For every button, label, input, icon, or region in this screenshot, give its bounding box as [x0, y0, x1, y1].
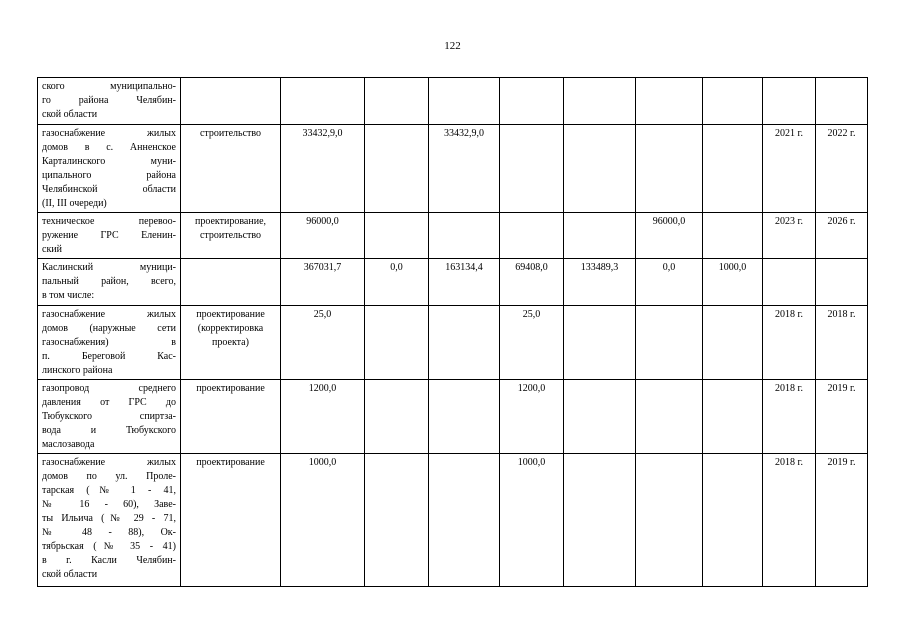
amount-cell-c2 [429, 213, 500, 259]
object-name-line: маслозавода [42, 439, 95, 450]
amount-cell-c3: 1200,0 [500, 380, 564, 454]
amount-cell-c2: 163134,4 [429, 259, 500, 306]
amount-cell-c3 [500, 125, 564, 213]
object-name-line: газоснабжение жилых [42, 128, 176, 139]
work-type-line: строительство [199, 128, 262, 139]
page-number: 122 [444, 40, 461, 52]
work-type-line: проектирование [196, 309, 265, 320]
end-year-cell: 2019 г. [816, 454, 868, 587]
amount-cell-c5 [636, 454, 703, 587]
amount-cell-total: 1000,0 [281, 454, 365, 587]
work-type-cell [181, 125, 281, 213]
object-name-cell [38, 259, 181, 306]
amount-cell-c3: 25,0 [500, 306, 564, 380]
table-row [38, 259, 868, 306]
end-year-cell [816, 78, 868, 125]
object-name-line: ской области [42, 109, 98, 120]
end-year-cell: 2019 г. [816, 380, 868, 454]
amount-cell-c2 [429, 380, 500, 454]
object-name-cell [38, 213, 181, 259]
object-name-line: домов в с. Анненское [42, 142, 176, 153]
amount-cell-c1 [365, 78, 429, 125]
object-name-line: линского района [42, 365, 113, 376]
amount-cell-c6 [703, 213, 763, 259]
amount-cell-c2: 33432,9,0 [429, 125, 500, 213]
object-name-line: ского муниципально- [42, 81, 176, 92]
amount-cell-c1 [365, 306, 429, 380]
table-row [38, 454, 868, 587]
work-type-cell [181, 454, 281, 587]
amount-cell-c6 [703, 306, 763, 380]
amount-cell-c5 [636, 306, 703, 380]
amount-cell-total: 33432,9,0 [281, 125, 365, 213]
object-name-line: тябрьская (№ 35 - 41) [42, 541, 176, 552]
table-row [38, 306, 868, 380]
object-name-line: п. Береговой Кас- [42, 351, 176, 362]
object-name-line: Тюбукского спиртза- [42, 411, 176, 422]
object-name-line: ский [42, 244, 62, 255]
amount-cell-c6 [703, 380, 763, 454]
object-name-line: тарская (№ 1 - 41, [42, 485, 176, 496]
object-name-cell [38, 380, 181, 454]
amount-cell-c6 [703, 454, 763, 587]
object-name-cell [38, 125, 181, 213]
start-year-cell: 2021 г. [763, 125, 816, 213]
table-row [38, 213, 868, 259]
amount-cell-c3 [500, 213, 564, 259]
work-type-cell [181, 380, 281, 454]
start-year-cell: 2023 г. [763, 213, 816, 259]
amount-cell-total: 367031,7 [281, 259, 365, 306]
end-year-cell: 2022 г. [816, 125, 868, 213]
amount-cell-c6 [703, 78, 763, 125]
object-name-line: Карталинского муни- [42, 156, 176, 167]
work-type-line: (корректировка [197, 323, 264, 334]
amount-cell-c3 [500, 78, 564, 125]
work-type-line: проекта) [212, 337, 249, 348]
amount-cell-c5 [636, 125, 703, 213]
work-type-line: строительство [199, 230, 262, 241]
work-type-cell [181, 78, 281, 125]
object-name-line: техническое перевоо- [42, 216, 176, 227]
work-type-cell [181, 213, 281, 259]
amount-cell-total: 1200,0 [281, 380, 365, 454]
object-name-line: газоснабжение жилых [42, 457, 176, 468]
object-name-line: № 16 - 60), Заве- [42, 499, 176, 510]
amount-cell-c4: 133489,3 [564, 259, 636, 306]
amount-cell-c4 [564, 454, 636, 587]
amount-cell-c4 [564, 306, 636, 380]
object-name-line: № 48 - 88), Ок- [42, 527, 176, 538]
amount-cell-c4 [564, 125, 636, 213]
work-type-line: проектирование [196, 457, 265, 468]
amount-cell-c6 [703, 125, 763, 213]
object-name-line: в г. Касли Челябин- [42, 555, 176, 566]
object-name-cell [38, 78, 181, 125]
amount-cell-c3: 69408,0 [500, 259, 564, 306]
amount-cell-total: 25,0 [281, 306, 365, 380]
amount-cell-total: 96000,0 [281, 213, 365, 259]
object-name-line: домов (наружные сети [42, 323, 176, 334]
object-name-line: ской области [42, 569, 98, 580]
object-name-line: го района Челябин- [42, 95, 176, 106]
gas-supply-table [37, 77, 868, 587]
work-type-line: проектирование [196, 383, 265, 394]
work-type-cell [181, 306, 281, 380]
start-year-cell [763, 78, 816, 125]
amount-cell-c2 [429, 306, 500, 380]
start-year-cell: 2018 г. [763, 306, 816, 380]
amount-cell-c1 [365, 454, 429, 587]
object-name-line: вода и Тюбукского [42, 425, 176, 436]
object-name-line: давления от ГРС до [42, 397, 176, 408]
table-row [38, 380, 868, 454]
start-year-cell: 2018 г. [763, 380, 816, 454]
object-name-cell [38, 306, 181, 380]
start-year-cell: 2018 г. [763, 454, 816, 587]
table-row [38, 125, 868, 213]
end-year-cell: 2018 г. [816, 306, 868, 380]
amount-cell-total [281, 78, 365, 125]
amount-cell-c5: 96000,0 [636, 213, 703, 259]
object-name-line: ты Ильича (№ 29 - 71, [42, 513, 176, 524]
amount-cell-c1 [365, 380, 429, 454]
amount-cell-c4 [564, 213, 636, 259]
amount-cell-c5: 0,0 [636, 259, 703, 306]
amount-cell-c1 [365, 125, 429, 213]
object-name-cell [38, 454, 181, 587]
object-name-line: ружение ГРС Еленин- [42, 230, 176, 241]
work-type-cell [181, 259, 281, 306]
amount-cell-c6: 1000,0 [703, 259, 763, 306]
object-name-line: домов по ул. Проле- [42, 471, 176, 482]
amount-cell-c2 [429, 78, 500, 125]
amount-cell-c2 [429, 454, 500, 587]
object-name-line: Челябинской области [42, 184, 176, 195]
amount-cell-c4 [564, 78, 636, 125]
amount-cell-c3: 1000,0 [500, 454, 564, 587]
object-name-line: (II, III очереди) [42, 198, 107, 209]
end-year-cell [816, 259, 868, 306]
work-type-line: проектирование, [194, 216, 267, 227]
object-name-line: газопровод среднего [42, 383, 176, 394]
amount-cell-c4 [564, 380, 636, 454]
table-row [38, 78, 868, 125]
object-name-line: газоснабжение жилых [42, 309, 176, 320]
amount-cell-c1: 0,0 [365, 259, 429, 306]
amount-cell-c5 [636, 380, 703, 454]
object-name-line: пальный район, всего, [42, 276, 176, 287]
amount-cell-c1 [365, 213, 429, 259]
object-name-line: газоснабжения) в [42, 337, 176, 348]
end-year-cell: 2026 г. [816, 213, 868, 259]
amount-cell-c5 [636, 78, 703, 125]
object-name-line: Каслинский муници- [42, 262, 176, 273]
object-name-line: в том числе: [42, 290, 95, 301]
object-name-line: ципального района [42, 170, 176, 181]
start-year-cell [763, 259, 816, 306]
